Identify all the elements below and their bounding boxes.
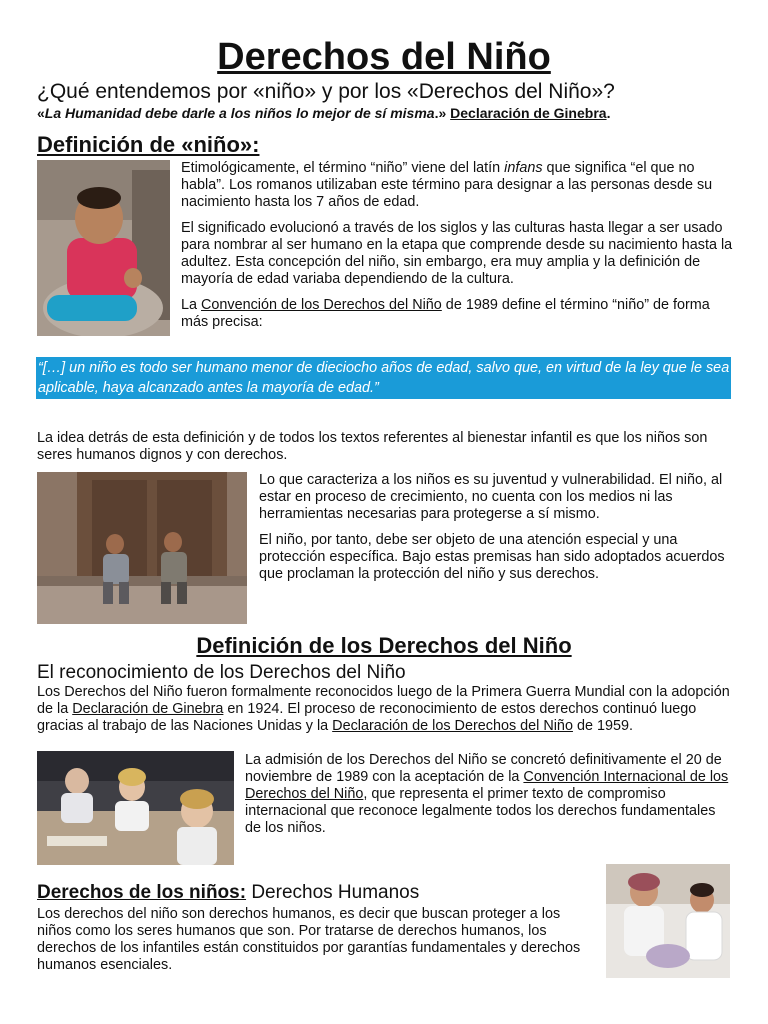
human-rights-paragraph: Los derechos del niño son derechos humanos, es decir que buscan proteger a los niños como los seres humanos que son. Por tratarse de derechos humanos, los derechos de los infantiles están constituidos por garantías fundamentales y derechos humanos esenciales. — [37, 906, 581, 973]
section1-text — [181, 160, 733, 340]
intro-quote-text: La Humanidad debe darle a los niños lo mejor de sí misma — [44, 105, 435, 121]
intro-quote: «La Humanidad debe darle a los niños lo mejor de sí misma.» Declaración de Ginebra. — [37, 105, 611, 121]
section-heading-nino: Definición de «niño»: — [37, 132, 260, 157]
evolution-paragraph: El significado evolucionó a través de los siglos y las culturas hasta llegar a ser usado para nombrar al ser humano en la etapa que comprende desde su nacimiento hasta la adultez. Esta concepción del niño, sin embargo, era muy amplia y la definición de mayoría de edad variaba dependiendo de la cultura. — [181, 220, 733, 287]
recognition-paragraph: Los Derechos del Niño fueron formalmente reconocidos luego de la Primera Guerra Mundial con la adopción de la Declaración de Ginebra en 1924. El proceso de reconocimiento de estos derechos continuó luego gracias al trabajo de las Naciones Unidas y la Declaración de los Derechos del Niño de 1959. — [37, 684, 730, 734]
ginebra-link[interactable]: Declaración de Ginebra — [450, 105, 607, 121]
etymology-paragraph: Etimológicamente, el término “niño” viene del latín infans que significa “el que no habla”. Los romanos utilizaban este término para designar a las personas desde su nacimiento hasta los 7 años de edad. — [181, 160, 713, 210]
section1-text-2 — [259, 472, 729, 592]
children-doorstep-photo — [37, 472, 247, 624]
admission-paragraph: La admisión de los Derechos del Niño se concretó definitivamente el 20 de noviembre de 1989 con la aceptación de la Convención Internacional de los Derechos del Niño, que representa el primer texto de compromiso internacional que reconoce legalmente todos los derechos fundamentales de los niños. — [245, 752, 729, 836]
protection-paragraph: El niño, por tanto, debe ser objeto de una atención especial y una protección específica. Bajo estas premisas han sido adoptados acuerdos que proclaman la protección del niño y sus derechos. — [259, 532, 725, 582]
vulnerability-paragraph: Lo que caracteriza a los niños es su juventud y vulnerabilidad. El niño, al estar en proceso de crecimiento, no cuenta con los medios ni las herramientas necesarias para protegerse a sí mismo. — [259, 472, 723, 522]
declaracion-ginebra-link[interactable]: Declaración de Ginebra — [72, 701, 224, 717]
convencion-link[interactable]: Convención de los Derechos del Niño — [201, 297, 442, 313]
assembly-photo — [37, 751, 234, 865]
convention-paragraph: La Convención de los Derechos del Niño de 1989 define el término “niño” de forma más precisa: — [181, 297, 710, 330]
idea-paragraph: La idea detrás de esta definición y de todos los textos referentes al bienestar infantil es que los niños son seres humanos dignos y con derechos. — [37, 430, 708, 463]
toddler-photo — [37, 160, 170, 336]
definition-callout: “[…] un niño es todo ser humano menor de dieciocho años de edad, salvo que, en virtud de la ley que le sea aplicable, haya alcanzado antes la mayoría de edad.” — [36, 357, 731, 399]
page-title: Derechos del Niño — [217, 36, 551, 78]
derechos-humanos-heading: Derechos de los niños: Derechos Humanos — [37, 882, 420, 903]
page-subtitle: ¿Qué entendemos por «niño» y por los «Derechos del Niño»? — [37, 80, 615, 103]
reconocimiento-subheading: El reconocimiento de los Derechos del Niño — [37, 662, 406, 683]
convencion-internacional-link[interactable]: Convención Internacional de los Derechos del Niño — [245, 769, 729, 802]
section-heading-derechos: Definición de los Derechos del Niño — [196, 633, 572, 658]
declaracion-derechos-link[interactable]: Declaración de los Derechos del Niño — [332, 718, 573, 734]
medical-care-photo — [606, 864, 730, 978]
